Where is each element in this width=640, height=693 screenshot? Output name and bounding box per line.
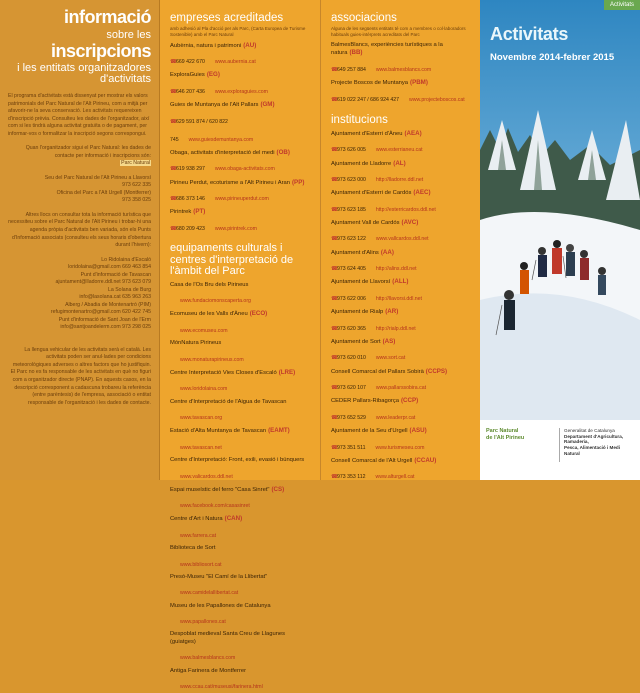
entry-name — [331, 397, 472, 406]
entry-name — [331, 189, 472, 198]
entry-label: Projecte Boscos de Muntanya — [331, 80, 409, 86]
entry-contact — [170, 217, 312, 235]
entry-name — [170, 427, 312, 436]
generalitat-logo: Generalitat de Catalunya Departament d'Agricultura, Ramaderia, Pesca, Alimentació i Medi Natural — [564, 428, 624, 456]
entry-code: (EAMT) — [268, 427, 290, 435]
phone-icon: ☎ — [170, 225, 177, 232]
associacions-list — [331, 42, 472, 106]
entry-code: (AVC) — [401, 218, 419, 226]
entry-contact — [331, 346, 472, 364]
entry-contact — [170, 289, 312, 307]
list-item — [331, 189, 472, 216]
list-item — [170, 631, 312, 664]
entry-code: (AS) — [382, 337, 396, 345]
entry-name — [170, 179, 312, 188]
institucions-title: institucions — [331, 113, 388, 126]
entry-name — [170, 603, 312, 611]
list-item — [170, 457, 312, 483]
list-item — [331, 338, 472, 365]
entry-code: (AL) — [393, 159, 406, 167]
entry-label: Ajuntament Vall de Cardós — [331, 219, 400, 226]
entry-label: Aubèrnia, natura i patrimoni — [170, 42, 242, 49]
entry-web[interactable]: www.ecomuseu.com — [180, 327, 228, 334]
entry-name — [331, 368, 472, 377]
entry-label: Ecomuseu de les Valls d'Àneu — [170, 311, 248, 318]
info-panel — [0, 0, 160, 480]
info-point-name: Punt d'informació de Tavascan — [80, 271, 151, 278]
entry-code: (AR) — [385, 308, 399, 316]
entry-contact — [170, 553, 312, 571]
entry-code: (LRE) — [278, 368, 296, 376]
entry-code: (CS) — [271, 485, 285, 493]
entry-contact — [331, 257, 472, 275]
entry-contact — [331, 168, 472, 186]
entry-code: (PP) — [292, 178, 305, 186]
entry-phone: 619 022 247 / 686 924 427 — [337, 96, 400, 103]
entry-web[interactable]: www.aubernia.cat — [214, 59, 256, 66]
parc-natural-logo: Parc Natural de l'Alt Pirineu — [486, 428, 525, 441]
entry-code: (AEA) — [404, 129, 422, 137]
entry-web[interactable]: www.tavascan.net — [180, 444, 222, 451]
list-item — [170, 603, 312, 629]
entry-web[interactable]: http://esterricardos.ddl.net — [375, 206, 436, 213]
entry-phone: 649 257 884 — [337, 66, 366, 73]
entry-name — [331, 160, 472, 169]
entry-label: Obaga, activitats d'interpretació del medi — [170, 149, 275, 156]
entry-contact — [170, 50, 312, 68]
entry-name — [331, 427, 472, 436]
entry-phone: 973 623 122 — [337, 236, 366, 243]
entry-name — [170, 631, 312, 646]
entry-web[interactable]: www.obaga-activitats.com — [214, 166, 275, 173]
phone-icon: ☎ — [170, 166, 177, 173]
info-point-contact[interactable]: loridolaina@gmail.com 669 463 854 — [68, 264, 151, 271]
entry-phone: 973 623 185 — [337, 206, 366, 213]
phone-icon: ☎ — [331, 177, 338, 184]
entry-code: (CCPS) — [425, 367, 448, 375]
list-item — [331, 130, 472, 157]
list-item — [170, 282, 312, 308]
entry-contact — [170, 110, 312, 146]
activitats-tab[interactable]: Activitats — [604, 0, 640, 10]
entry-name — [331, 308, 472, 317]
equipaments-title: equipaments culturals i centres d'interpretació de l'àmbit del Parc — [170, 242, 294, 278]
entry-web[interactable]: www.turismeseu.com — [375, 444, 425, 451]
entry-label: ExploraGuies — [170, 72, 205, 79]
phone-icon: ☎ — [170, 89, 177, 95]
entry-name — [170, 149, 312, 158]
entry-phone: 973 624 405 — [337, 266, 366, 273]
phone-icon: ☎ — [170, 196, 177, 203]
entry-contact — [331, 406, 472, 424]
entry-web[interactable]: www.projecteboscos.cat — [409, 96, 465, 103]
phone-icon: ☎ — [331, 474, 338, 481]
entry-label: Consell Comarcal de l'Alt Urgell — [331, 457, 413, 464]
entry-web[interactable]: www.fundaciomonscaperta.org — [180, 298, 251, 305]
entry-label: Ajuntament de Llavorsí — [331, 279, 391, 286]
entry-label: Ajuntament d'Alins — [331, 249, 379, 256]
entry-web[interactable]: www.tavascan.org — [180, 415, 223, 422]
entry-phone: 629 591 874 / 620 822 745 — [170, 118, 228, 143]
list-item — [331, 219, 472, 246]
phone-icon: ☎ — [170, 118, 177, 125]
entry-name — [331, 278, 472, 287]
entry-name — [170, 486, 312, 495]
seu-name: Seu del Parc Natural de l'Alt Pirineu a Llavorsí — [44, 174, 151, 181]
entry-code: (GM) — [260, 101, 275, 109]
agenda-text: Altres llocs on consultar tota la informació turística que necessiteu sobre el Parc Natural de l'Alt Pirineu i trobar-hi una agenda pròpia d'activitats ben variada, són els Punts d'Informació associats (consulteu els seus horaris d'obertura durant l'hivern): — [8, 211, 151, 249]
list-item — [170, 340, 312, 366]
cover-subtitle: Novembre 2014-febrer 2015 — [490, 52, 615, 63]
entry-contact — [170, 80, 312, 98]
footer-text: La llengua vehicular de les activitats serà el català. Les activitats poden ser anul·lades per condicions meteorològiques adverses o altres factors que ho justifiquin. El Parc no es fa responsable de les activitats en què no figuri com a organitzador directe (PNAP). En aquests casos, en la descripció corresponent a cadascuna trobareu la referència (entre parèntesis) de l'empresa, associació o entitat responsable de l'organització i les dades de contacte. — [10, 346, 151, 406]
entry-web[interactable]: www.esterrianeu.cat — [375, 147, 423, 154]
entry-contact — [331, 376, 472, 394]
entry-contact — [170, 675, 312, 693]
list-item — [170, 71, 312, 98]
entry-web[interactable]: www.sort.cat — [375, 355, 406, 362]
entry-web[interactable]: http://llavorsi.ddl.net — [375, 295, 422, 302]
entry-label: Espai museístic del ferro "Casa Sinret" — [170, 486, 270, 493]
phone-icon: ☎ — [331, 147, 338, 154]
list-item — [331, 42, 472, 76]
entry-label: Ajuntament de Sort — [331, 338, 381, 345]
entry-contact — [170, 465, 312, 483]
entry-web[interactable]: www.pirintrek.com — [214, 225, 257, 232]
list-item — [170, 179, 312, 206]
list-item — [331, 368, 472, 395]
parc-natural-highlight: Parc Natural — [121, 160, 150, 167]
entry-web[interactable]: www.balmesblancs.com — [375, 66, 432, 73]
entry-contact — [170, 436, 312, 454]
entry-web[interactable]: http://alins.ddl.net — [375, 266, 417, 273]
entry-phone: 973 623 000 — [337, 177, 366, 184]
entry-label: CEDER Pallars-Ribagorça — [331, 398, 399, 405]
phone-icon: ☎ — [331, 266, 338, 273]
entry-code: (BB) — [349, 49, 363, 57]
info-points-list — [8, 257, 151, 332]
list-item — [170, 668, 312, 693]
entry-contact — [170, 646, 312, 664]
entry-label: Pirintrek — [170, 209, 192, 216]
entry-phone: 686 373 146 — [176, 196, 205, 203]
entry-contact — [170, 406, 312, 424]
entry-contact — [331, 58, 472, 76]
list-item — [331, 427, 472, 454]
entry-name — [331, 457, 472, 466]
entry-name — [170, 310, 312, 319]
entry-code: (CCAU) — [414, 456, 437, 464]
list-item — [170, 515, 312, 542]
entry-phone: 973 620 365 — [337, 325, 366, 332]
entry-web[interactable]: www.pirineuperdut.com — [214, 196, 269, 203]
entry-name — [170, 668, 312, 676]
info-point-name: Alberg / Abadia de Montenartró (PIM) — [65, 301, 151, 308]
entry-label: Casa de l'Os Bru dels Pirineus — [170, 281, 249, 288]
list-item — [331, 79, 472, 106]
entry-phone: 646 207 436 — [176, 89, 205, 95]
entry-web[interactable]: www.facebook.com/casasinret — [180, 503, 250, 510]
phone-icon: ☎ — [331, 236, 338, 243]
entry-contact — [170, 494, 312, 512]
entry-name — [170, 574, 312, 582]
list-item — [170, 149, 312, 176]
entry-name — [170, 282, 312, 290]
info-point-name: La Solana de Burg — [108, 286, 151, 293]
list-item — [331, 457, 472, 484]
entry-label: Centre d'Art i Natura — [170, 516, 223, 523]
phone-icon: ☎ — [331, 444, 338, 451]
phone-icon: ☎ — [331, 414, 338, 421]
cover-title: Activitats — [490, 24, 569, 44]
phone-icon: ☎ — [170, 59, 177, 66]
entry-phone: 973 622 006 — [337, 295, 366, 302]
entry-phone: 619 938 297 — [176, 166, 205, 173]
entry-label: Museu de les Papallones de Catalunya — [170, 602, 271, 609]
entry-contact — [331, 317, 472, 335]
entry-code: (OB) — [276, 148, 290, 156]
entry-name — [170, 42, 312, 51]
entry-contact — [331, 198, 472, 216]
associacions-title: associacions — [331, 12, 397, 24]
cover-panel — [480, 0, 640, 480]
entry-code: (ECO) — [249, 310, 268, 318]
entry-web[interactable]: www.ccau.cat/museusi/farinera.html — [180, 684, 263, 691]
entry-code: (EG) — [206, 71, 220, 79]
entry-label: MónNatura Pirineus — [170, 340, 222, 347]
entry-web[interactable]: www.farrera.cat — [180, 532, 217, 539]
entry-web[interactable]: www.balmesblancs.com — [180, 655, 236, 662]
entry-label: Ajuntament d'Esterri de Cardós — [331, 190, 412, 197]
list-item — [331, 397, 472, 424]
entry-code: (CAN) — [224, 515, 243, 523]
oficina-name: Oficina del Parc a l'Alt Urgell (Montferrer) — [56, 189, 151, 196]
entry-contact — [170, 581, 312, 599]
entry-contact — [170, 187, 312, 205]
entry-phone: 680 209 423 — [176, 225, 205, 232]
list-item — [170, 545, 312, 571]
phone-icon: ☎ — [331, 385, 338, 392]
entry-contact — [170, 377, 312, 395]
entry-phone: 669 422 670 — [176, 59, 205, 66]
entry-web[interactable]: www.vallcardos.ddl.net — [375, 236, 429, 243]
entry-label: Biblioteca de Sort — [170, 545, 216, 552]
empreses-subtitle: amb adhesió al Pla d'acció per als Parc, (Carta Europea de Turisme Sostenible) amb el Parc Natural — [170, 26, 306, 37]
entry-label: Centre Interpretació Vies Closes d'Escaló — [170, 369, 277, 376]
entry-label: Estació d'Alta Muntanya de Tavascan — [170, 428, 267, 435]
entry-web[interactable]: www.leaderpr.cat — [375, 414, 416, 421]
info-point-contact[interactable]: refugimontenartro@gmail.com 620 422 745 — [50, 309, 151, 316]
entry-name — [170, 457, 312, 465]
entry-phone: 973 353 112 — [337, 474, 366, 481]
entry-name — [331, 79, 472, 88]
list-item — [170, 486, 312, 513]
list-item — [331, 160, 472, 187]
entry-web[interactable]: http://rialp.ddl.net — [375, 325, 416, 332]
entry-label: BalmesBlancs, experiències turístiques a la natura — [331, 41, 443, 57]
entry-name — [170, 101, 312, 110]
entry-web[interactable]: www.monaturapirineus.com — [180, 356, 244, 363]
phone-icon: ☎ — [331, 355, 338, 362]
entry-name — [170, 340, 312, 348]
entry-name — [331, 249, 472, 258]
entry-web[interactable]: www.loridolaina.com — [180, 386, 228, 393]
info-point-name: Lo Ridolaina d'Escaló — [101, 256, 151, 263]
info-point-contact[interactable]: info@lasolana.cat 635 963 263 — [79, 294, 151, 301]
info-point-name: Punt d'informació de Sant Joan de l'Erm — [58, 316, 151, 323]
entry-name — [170, 399, 312, 407]
entry-code: (PT) — [193, 208, 206, 216]
entry-code: (AA) — [380, 248, 394, 256]
empreses-title: empreses acreditades — [170, 12, 284, 24]
entry-label: Despoblat medieval Santa Creu de Llagunes (guiatges) — [170, 631, 286, 645]
list-item — [331, 249, 472, 276]
entry-phone: 973 351 511 — [337, 444, 366, 451]
entry-label: Guies de Muntanya de l'Alt Pallars — [170, 102, 259, 109]
info-point-contact[interactable]: info@santjoandelerm.com 973 298 025 — [60, 324, 151, 331]
entry-name — [170, 545, 312, 553]
entry-name — [331, 338, 472, 347]
entry-web[interactable]: www.guiesdemuntanya.com — [188, 136, 254, 143]
entry-web[interactable]: http://lladorre.ddl.net — [375, 177, 424, 184]
entry-web[interactable]: www.valicardos.ddl.net — [180, 473, 233, 480]
phone-icon: ☎ — [331, 66, 338, 73]
entry-contact — [331, 287, 472, 305]
oficina-phone: 973 358 025 — [122, 197, 151, 204]
entry-contact — [331, 436, 472, 454]
entry-code: (ALL) — [392, 278, 409, 286]
snowshoe-photo — [480, 0, 640, 420]
list-item — [170, 208, 312, 235]
info-point-contact[interactable]: ajuntament@lladorre.ddl.net 973 623 079 — [55, 279, 151, 286]
entry-label: Ajuntament d'Esterri d'Àneu — [331, 130, 403, 137]
entry-web[interactable]: www.bibliosort.cat — [180, 561, 222, 568]
list-item — [170, 369, 312, 396]
entry-label: Antiga Farinera de Montferrer — [170, 667, 247, 674]
list-item — [331, 278, 472, 305]
contact-intro: Quan l'organitzador sigui el Parc Natural: les dades de contacte per informació i inscripcions són: — [25, 145, 151, 159]
entry-phone: 973 620 010 — [337, 355, 366, 362]
list-item — [170, 427, 312, 454]
intro-text: El programa d'activitats està dissenyat per mostrar els valors patrimonials del Parc Natural de l'Alt Pirineu, com a mitjà per afavorir-ne la seva conservació. Les activitats requereixen d'inscripció prèvia. Consulteu les dades de l'organitzador, així com si les tindrà alguna activitat gratuïta o de pagament, per informar-vos o formalitzar la inscripció segons correspongui. — [8, 93, 150, 137]
phone-icon: ☎ — [331, 295, 338, 302]
entry-label: Presó-Museu "El Camí de la Llibertat" — [170, 573, 268, 580]
entry-name — [170, 369, 312, 378]
entry-code: (ASU) — [409, 426, 427, 434]
list-item — [170, 101, 312, 146]
entry-label: Centre d'Interpretació de l'Aigua de Tavascan — [170, 398, 287, 405]
list-item — [331, 308, 472, 335]
phone-icon: ☎ — [331, 325, 338, 332]
empreses-panel — [160, 0, 320, 691]
entry-contact — [170, 319, 312, 337]
entry-name — [170, 208, 312, 217]
seu-phone: 973 622 335 — [122, 182, 151, 189]
entry-contact — [331, 88, 472, 106]
associacions-subtitle: Alguna de les següents entitats té com a membres o col·laboradors habituals guies-intèrprets acreditats del Parc — [331, 26, 466, 37]
entry-label: Ajuntament de Lladorre — [331, 160, 392, 167]
entry-label: Consell Comarcal del Pallars Sobirà — [331, 368, 424, 375]
entry-label: Ajuntament de la Seu d'Urgell — [331, 427, 408, 434]
entry-web[interactable]: www.camidelallibertat.cat — [180, 590, 239, 597]
entry-contact — [331, 138, 472, 156]
institucions-list — [331, 130, 472, 483]
equipaments-list — [170, 282, 312, 693]
entry-name — [331, 42, 472, 58]
entry-name — [170, 71, 312, 80]
entry-web[interactable]: www.papallones.cat — [180, 619, 226, 626]
entry-phone: 973 626 005 — [337, 147, 366, 154]
entry-name — [170, 515, 312, 524]
entry-phone: 973 620 107 — [337, 385, 366, 392]
entry-contact — [331, 227, 472, 245]
list-item — [170, 310, 312, 337]
logo-divider — [559, 428, 560, 462]
entry-label: Pirineu Perdut, ecoturisme a l'Alt Pirineu i Aran — [170, 179, 290, 186]
list-item — [170, 42, 312, 69]
entry-contact — [170, 610, 312, 628]
entry-contact — [331, 465, 472, 483]
entry-code: (CCP) — [400, 397, 419, 405]
list-item — [170, 399, 312, 425]
logos-strip — [480, 420, 640, 480]
entry-name — [331, 219, 472, 228]
entry-label: Centre d'Interpretació: Front, exili, evasió i búnquers — [170, 457, 305, 464]
entry-web[interactable]: www.exploraguies.com — [214, 89, 268, 95]
entry-contact — [170, 524, 312, 542]
entry-contact — [170, 348, 312, 366]
entry-contact — [170, 157, 312, 175]
entry-code: (AEC) — [413, 189, 431, 197]
empreses-list — [170, 42, 312, 235]
entry-label: Ajuntament de Rialp — [331, 309, 384, 316]
entry-code: (AU) — [243, 41, 257, 49]
entry-code: (PBM) — [410, 79, 428, 86]
entry-phone: 973 652 529 — [337, 414, 366, 421]
list-item — [170, 574, 312, 600]
entry-name — [331, 130, 472, 139]
associacions-panel — [320, 0, 480, 480]
info-heading: informació sobre les inscripcions i les entitats organitzadores d'activitats — [17, 7, 151, 85]
entry-web[interactable]: www.pallarssobira.cat — [375, 385, 427, 392]
phone-icon: ☎ — [331, 96, 338, 103]
phone-icon: ☎ — [331, 206, 338, 213]
entry-web[interactable]: www.alturgell.cat — [375, 474, 415, 481]
